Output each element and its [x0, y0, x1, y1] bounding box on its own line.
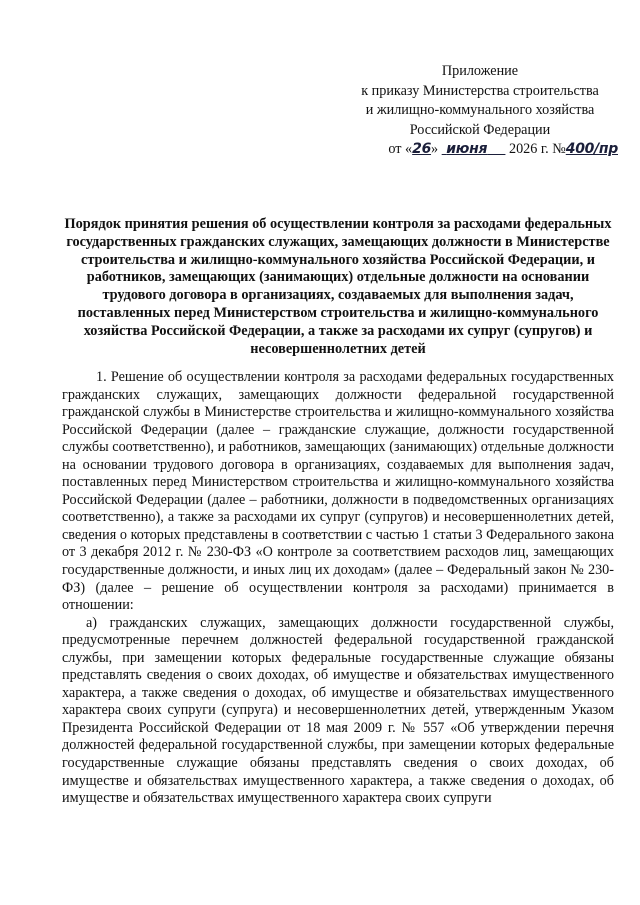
annex-line-3: Российской Федерации	[409, 121, 551, 138]
document-title: Порядок принятия решения об осуществлении контроля за расходами федеральных государственных гражданских служащих, замещающих должности в Министерстве строительства и жилищно-коммунального хозяйства Российской Федерации, и работников, замещающих (занимающих) отдельные должности на основании трудового договора в организациях, создаваемых для выполнения задач, поставленных перед Министерством строительства и жилищно-коммунального хозяйства Российской Федерации, а также за расходами их супруг (супругов) и несовершеннолетних детей	[64, 216, 612, 357]
handwritten-order-number: 400/пр	[565, 141, 618, 158]
handwritten-month: июня	[446, 141, 488, 158]
date-year: 2026 г. №	[508, 141, 566, 158]
date-prefix: от «	[388, 141, 413, 158]
order-date-line	[330, 140, 630, 160]
date-mid: »	[431, 141, 439, 158]
annex-line-2: и жилищно-коммунального хозяйства	[365, 102, 595, 119]
paragraph-1a: а) гражданских служащих, замещающих должности государственной службы, предусмотренные перечнем должностей федеральной государственной гражданской службы, при замещении которых федеральные государственные служащие обязаны представлять сведения о своих доходах, об имуществе и обязательствах имущественного характера, а также сведения о доходах, об имуществе и обязательствах имущественного характера своих супруги (супруга) и несовершеннолетних детей, утвержденным Указом Президента Российской Федерации от 18 мая 2009 г. № 557 «Об утверждении перечня должностей федеральной государственной службы, при замещении которых федеральные государственные служащие обязаны представлять сведения о своих доходах, об имуществе и обязательствах имущественного характера, а также сведения о доходах, об имуществе и обязательствах имущественного характера своих супруги	[62, 614, 614, 807]
paragraph-1: 1. Решение об осуществлении контроля за расходами федеральных государственных гражданских служащих, замещающих должности федеральной государственной гражданской службы в Министерстве строительства и жилищно-коммунального хозяйства Российской Федерации (далее – гражданские служащие, должности государственной службы соответственно), и работников, замещающих (занимающих) отдельные должности на основании трудового договора в организациях, создаваемых для выполнения задач, поставленных перед Министерством строительства и жилищно-коммунального хозяйства Российской Федерации (далее – работники, должности в подведомственных организациях соответственно), а также за расходами их супруг (супругов) и несовершеннолетних детей, сведения о которых представлены в соответствии с частью 1 статьи 3 Федерального закона от 3 декабря 2012 г. № 230-ФЗ «О контроле за соответствием расходов лиц, замещающих государственные должности, и иных лиц их доходам» (далее – Федеральный закон № 230-ФЗ) (далее – решение об осуществлении контроля за расходами) принимается в отношении:	[62, 369, 614, 614]
handwritten-day: 26	[412, 141, 432, 158]
annex-block	[330, 62, 630, 160]
annex-line-1: к приказу Министерства строительства	[361, 82, 599, 99]
annex-title: Приложение	[441, 63, 519, 79]
document-body	[62, 369, 614, 808]
